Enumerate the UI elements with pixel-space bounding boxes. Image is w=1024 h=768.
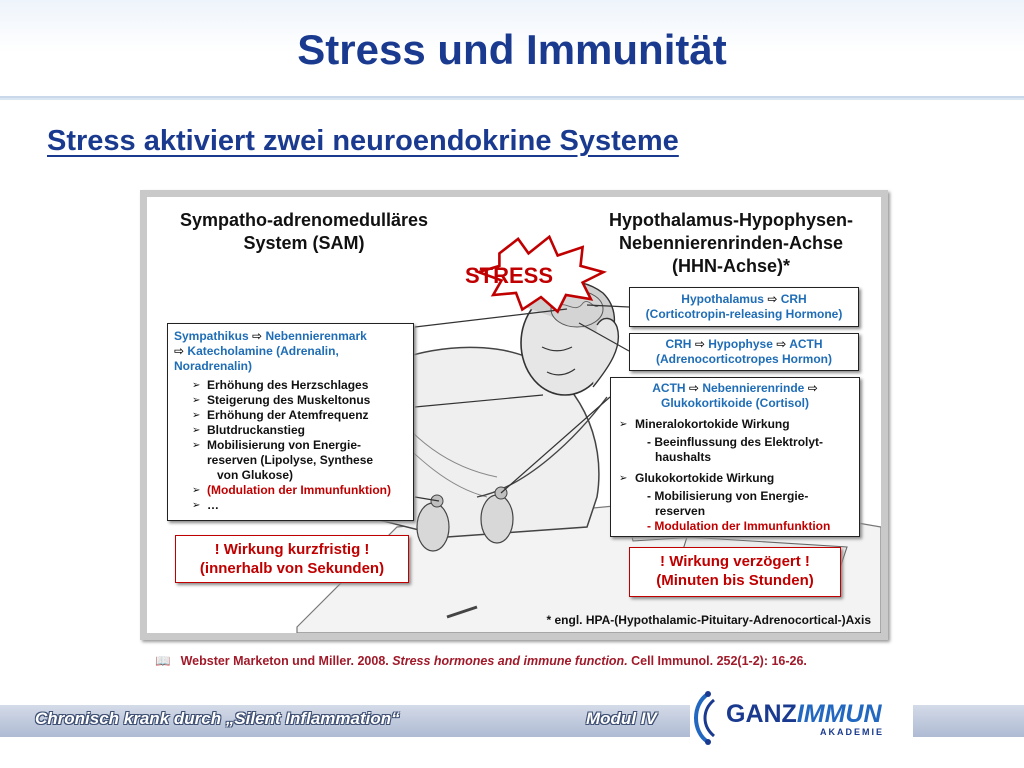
hhn-box-nebennierenrinde <box>610 377 860 537</box>
list-item: ➢ Blutdruckanstieg <box>174 423 407 438</box>
list-item-detail: - Mobilisierung von Energie- <box>647 489 809 503</box>
hhn-text: ACTH <box>652 381 686 395</box>
hhn-text: Hypophyse <box>708 337 773 351</box>
hhn-box-line: Glukokortikoide (Cortisol) <box>660 396 809 410</box>
book-icon: 📖 <box>155 654 171 668</box>
ganzimmun-logo <box>686 688 906 748</box>
logo-swirl-icon <box>686 688 726 748</box>
list-item: ➢ Mineralokortokide Wirkung <box>617 417 853 432</box>
hhn-text: Hypothalamus <box>681 292 764 306</box>
list-item-text: Mobilisierung von Energie- <box>207 438 362 452</box>
slide-subtitle: Stress aktiviert zwei neuroendokrine Systeme <box>47 125 679 157</box>
warning-delayed <box>629 547 841 597</box>
logo-akademie: AKADEMIE <box>820 727 885 737</box>
sam-heading <box>159 209 449 255</box>
warning-line: (Minuten bis Stunden) <box>656 572 814 589</box>
sam-line2 <box>174 344 407 359</box>
warning-line: (innerhalb von Sekunden) <box>199 560 385 577</box>
stress-label: STRESS <box>464 263 554 288</box>
arrow-right-icon: ⇨ <box>694 337 705 351</box>
reference-journal: Cell Immunol. 252(1-2): 16-26. <box>627 654 807 668</box>
list-item-text: von Glukose) <box>217 468 294 482</box>
hhn-box-line: (Corticotropin-releasing Hormone) <box>645 307 843 321</box>
hhn-heading <box>583 209 879 278</box>
arrow-right-icon: ⇨ <box>776 337 787 351</box>
list-item: ➢ Glukokortokide Wirkung <box>617 471 853 486</box>
arrow-right-icon: ⇨ <box>252 329 263 343</box>
footer-series-title: Chronisch krank durch „Silent Inflammation“ <box>35 709 400 728</box>
hhn-box-hypothalamus <box>629 287 859 327</box>
list-item <box>174 438 407 483</box>
hhn-box-line: (Adrenocorticotropes Hormon) <box>655 352 832 366</box>
list-item: ➢ Erhöhung der Atemfrequenz <box>174 408 407 423</box>
arrow-right-icon: ⇨ <box>807 381 818 395</box>
sam-text: Sympathikus <box>174 329 249 343</box>
list-item-detail: haushalts <box>655 450 712 464</box>
hhn-text: CRH <box>665 337 692 351</box>
sam-effects-list <box>174 378 407 513</box>
list-item-detail: reserven <box>655 504 706 518</box>
figure-panel-inner <box>147 197 881 633</box>
arrow-right-icon: ⇨ <box>174 344 185 358</box>
hhn-text: ACTH <box>789 337 823 351</box>
warning-line: ! Wirkung verzögert ! <box>660 553 810 570</box>
logo-ganz: GANZ <box>726 700 797 728</box>
hhn-box-line <box>630 337 858 352</box>
hhn-heading-line: (HHN-Achse)* <box>671 256 790 276</box>
hhn-heading-line: Hypothalamus-Hypophysen- <box>608 210 854 230</box>
footer-bar-right <box>913 705 1024 737</box>
footnote: * engl. HPA-(Hypothalamic-Pituitary-Adrenocortical-)Axis <box>546 613 871 627</box>
list-item: ➢ … <box>174 498 407 513</box>
reference-article: Stress hormones and immune function. <box>392 654 628 668</box>
sam-heading-line: Sympatho-adrenomedulläres <box>179 210 429 230</box>
list-item: ➢ (Modulation der Immunfunktion) <box>174 483 407 498</box>
hhn-text: Nebennierenrinde <box>702 381 805 395</box>
hhn-box-line <box>617 381 853 396</box>
logo-wordmark <box>726 700 882 729</box>
list-item-detail: - Modulation der Immunfunktion <box>647 519 831 533</box>
warning-line: ! Wirkung kurzfristig ! <box>214 541 370 558</box>
sam-text: Katecholamine (Adrenalin, <box>187 344 339 358</box>
reference-authors: Webster Marketon und Miller. 2008. <box>180 654 393 668</box>
arrow-right-icon: ⇨ <box>767 292 778 306</box>
list-item-text: reserven (Lipolyse, Synthese <box>207 453 374 467</box>
sam-heading-line: System (SAM) <box>243 233 365 253</box>
warning-short-term <box>175 535 409 583</box>
hhn-text: CRH <box>780 292 807 306</box>
sam-line1 <box>174 329 407 344</box>
hhn-box-hypophyse <box>629 333 859 371</box>
sam-line3: Noradrenalin) <box>174 359 253 373</box>
slide-title: Stress und Immunität <box>297 26 727 73</box>
list-item: ➢ Steigerung des Muskeltonus <box>174 393 407 408</box>
sam-text: Nebennierenmark <box>265 329 367 343</box>
list-item: ➢ Erhöhung des Herzschlages <box>174 378 407 393</box>
figure-panel <box>140 190 888 640</box>
arrow-right-icon: ⇨ <box>688 381 699 395</box>
list-item-detail: - Beeinflussung des Elektrolyt- <box>647 435 824 449</box>
logo-immun: IMMUN <box>796 700 882 728</box>
hhn-heading-line: Nebennierenrinden-Achse <box>618 233 844 253</box>
hhn-box-line <box>630 292 858 307</box>
sam-info-box <box>167 323 414 521</box>
footer-module: Modul IV <box>586 709 657 728</box>
reference <box>155 654 807 669</box>
